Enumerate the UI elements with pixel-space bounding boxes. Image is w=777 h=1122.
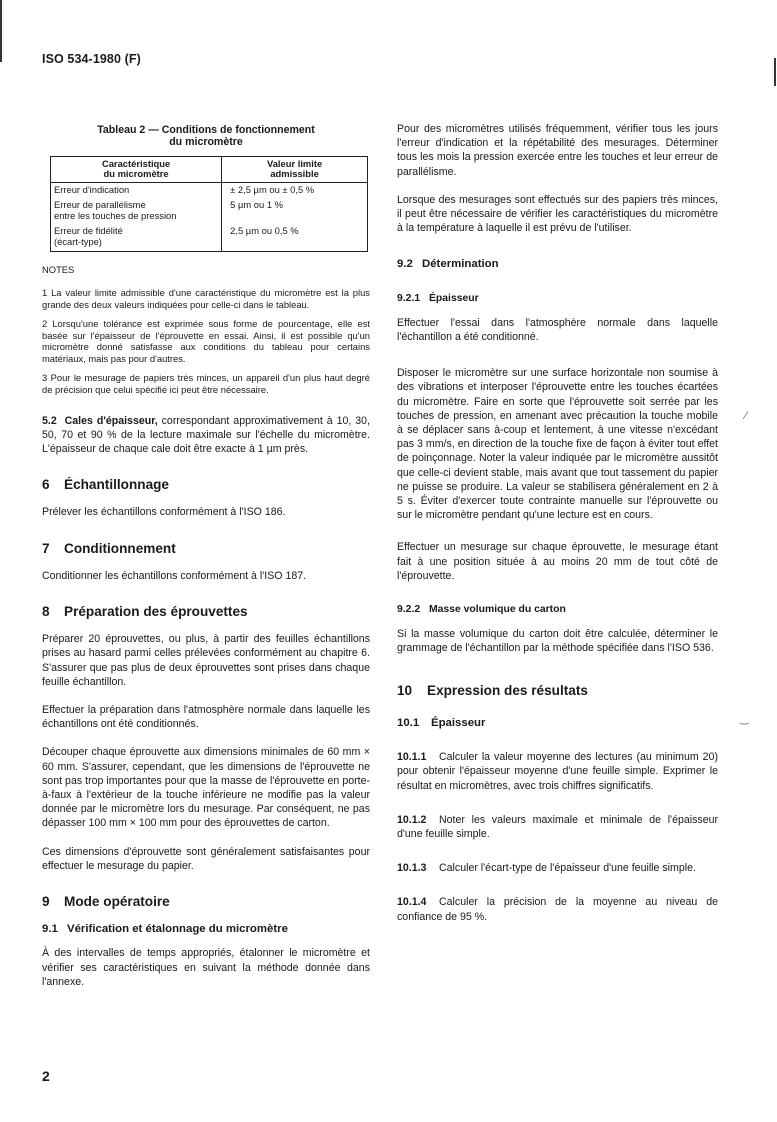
section-8-paragraph: Ces dimensions d'éprouvette sont généralement satisfaisantes pour effectuer le mesurage du papier.	[42, 845, 370, 872]
section-9-2-1-paragraph: Effectuer un mesurage sur chaque éprouvette, le mesurage étant fait à une position située à au moins 20 mm de tout côté de l'éprouvette.	[397, 541, 718, 582]
section-8-heading: 8 Préparation des éprouvettes	[42, 603, 248, 619]
scan-edge-mark-right	[774, 58, 776, 86]
clause-10-1-2: 10.1.2 Noter les valeurs maximale et minimale de l'épaisseur d'une feuille simple.	[397, 813, 718, 840]
table-header-cell: Valeur limite admissible	[222, 156, 368, 182]
section-9-1-paragraph: Pour des micromètres utilisés fréquemment, vérifier tous les jours l'erreur d'indication et la répétabilité des mesurages. Déterminer tous les mois la pression exercée entre les touches et leur erreur de parallélisme.	[397, 123, 718, 178]
table-header-row	[51, 156, 368, 182]
section-9-2-1-heading: 9.2.1 Épaisseur	[397, 292, 479, 304]
table-cell: ± 2,5 µm ou ± 0,5 %	[222, 183, 368, 199]
document-header: ISO 534-1980 (F)	[42, 52, 141, 66]
note-1: 1 La valeur limite admissible d'une caractéristique du micromètre est la plus grande des deux valeurs indiquées pour celle-ci dans le tableau.	[42, 287, 370, 310]
section-8-paragraph: Effectuer la préparation dans l'atmosphère normale dans laquelle les échantillons ont été conditionnés.	[42, 703, 370, 731]
section-9-2-1-paragraph: Disposer le micromètre sur une surface horizontale non soumise à des vibrations et interposer l'éprouvette entre les touches écartées du micromètre. Faire en sorte que l'éprouvette soit serrée par les touches de pression, en amenant avec précaution la touche mobile à se déplacer sans à-coup et lentement, à une vitesse n'excédant pas 3 mm/s, en direction de la touche fixe de façon à éviter tout effet de poinçonnage. Noter la valeur indiquée par le micromètre aussitôt que celle-ci devient stable, mais avant que tout tassement du papier ne puisse se produire. La valeur se stabilisera généralement en 2 à 5 s. Éviter d'exercer toute contrainte manuelle sur l'éprouvette ou sur le micromètre pendant qu'une lecture est en cours.	[397, 367, 718, 522]
section-9-1-paragraph: Lorsque des mesurages sont effectués sur des papiers très minces, il peut être nécessaire de vérifier les caractéristiques du micromètre à la température à laquelle il est prévu de l'utiliser.	[397, 193, 718, 235]
section-9-2-heading: 9.2 Détermination	[397, 258, 499, 271]
clause-10-1-3: 10.1.3 Calculer l'écart-type de l'épaisseur d'une feuille simple.	[397, 862, 696, 875]
clause-10-1-1: 10.1.1 Calculer la valeur moyenne des lectures (au minimum 20) pour obtenir l'épaisseur moyenne d'une feuille simple. Exprimer le résultat en micromètres, avec trois chiffres significatifs.	[397, 751, 718, 792]
table-row	[51, 225, 368, 252]
section-6-text: Prélever les échantillons conformément à l'ISO 186.	[42, 506, 286, 519]
section-8-paragraph: Découper chaque éprouvette aux dimensions minimales de 60 mm × 60 mm. S'assurer, cependant, que les dimensions de l'éprouvette ne sont pas trop importantes pour que la masse de l'éprouvette en porte-à-faux à l'extérieur de la touche inférieure ne modifie pas la valeur donnée par le micromètre lors du mesurage. Par conséquent, ne pas dépasser 100 mm × 100 mm pour des éprouvettes de carton.	[42, 746, 370, 830]
section-6-heading: 6 Échantillonnage	[42, 477, 169, 493]
section-9-heading: 9 Mode opératoire	[42, 894, 170, 910]
left-column	[42, 122, 370, 989]
section-9-1-heading: 9.1 Vérification et étalonnage du micromètre	[42, 923, 288, 936]
section-7-text: Conditionner les échantillons conformément à l'ISO 187.	[42, 569, 307, 582]
section-10-1-heading: 10.1 Épaisseur	[397, 716, 486, 729]
section-8-paragraph: Préparer 20 éprouvettes, ou plus, à partir des feuilles échantillons prises au hasard parmi celles prélevées conformément au chapitre 6. S'assurer que pas plus de deux éprouvettes sont prises dans chaque feuille échantillon.	[42, 633, 370, 688]
section-9-2-1-paragraph: Effectuer l'essai dans l'atmosphère normale dans laquelle l'échantillon a été conditionné.	[397, 316, 718, 344]
section-9-1-paragraph: À des intervalles de temps appropriés, étalonner le micromètre et vérifier ses caractéristiques en suivant la méthode donnée dans l'annexe.	[42, 947, 370, 988]
clause-5-2: 5.2 Cales d'épaisseur, correspondant approximativement à 10, 30, 50, 70 et 90 % de la lecture maximale sur l'échelle du micromètre. L'épaisseur de chaque cale doit être exacte à 1 µm près.	[42, 414, 371, 455]
section-9-2-2-text: Si la masse volumique du carton doit être calculée, déterminer le grammage de l'échantillon par la méthode spécifiée dans l'ISO 536.	[397, 628, 718, 655]
note-3: 3 Pour le mesurage de papiers très minces, un appareil d'un plus haut degré de précision que celui spécifié ici peut être nécessaire.	[42, 371, 370, 395]
table-cell: Erreur d'indication	[51, 183, 222, 199]
table-cell: Erreur de fidélité (écart-type)	[51, 225, 222, 252]
operating-conditions-table	[50, 156, 368, 252]
table-header-cell: Caractéristique du micromètre	[51, 156, 222, 182]
scan-tick-mark: ‿	[740, 713, 749, 725]
section-9-2-2-heading: 9.2.2 Masse volumique du carton	[397, 604, 566, 616]
table-row	[51, 183, 368, 199]
right-column	[397, 122, 718, 924]
section-10-heading: 10 Expression des résultats	[397, 682, 588, 698]
scan-tick-mark: ∕	[745, 410, 747, 422]
table-cell: 2,5 µm ou 0,5 %	[222, 225, 368, 252]
table-title: Tableau 2 — Conditions de fonctionnement du micromètre	[97, 124, 315, 149]
table-row	[51, 199, 368, 225]
scan-edge-mark	[0, 0, 2, 62]
clause-10-1-4: 10.1.4 Calculer la précision de la moyenne au niveau de confiance de 95 %.	[397, 896, 718, 923]
table-cell: 5 µm ou 1 %	[222, 199, 368, 225]
section-7-heading: 7 Conditionnement	[42, 540, 176, 556]
table-cell: Erreur de parallélisme entre les touches de pression	[51, 199, 222, 225]
note-2: 2 Lorsqu'une tolérance est exprimée sous forme de pourcentage, elle est basée sur l'épaisseur de l'éprouvette en essai. Ainsi, il est possible qu'un micromètre donné satisfasse aux conditions du tableau pour certains matériaux, mais pas pour d'autres.	[42, 317, 370, 365]
page-number: 2	[42, 1068, 50, 1084]
notes-heading: NOTES	[42, 263, 75, 275]
